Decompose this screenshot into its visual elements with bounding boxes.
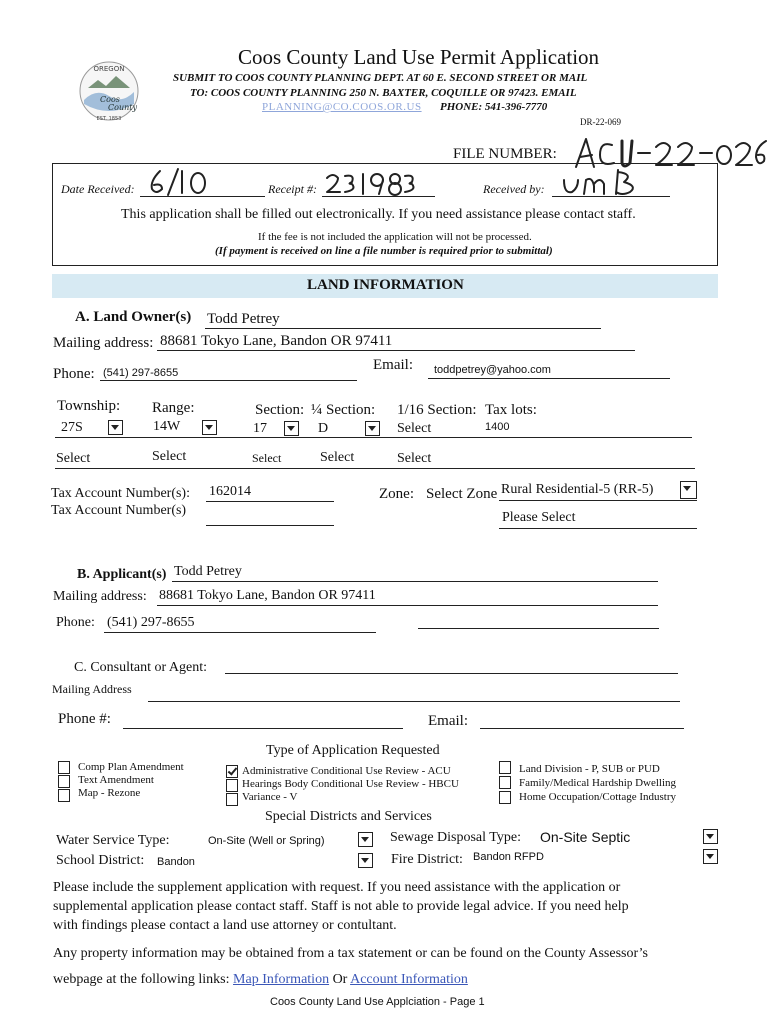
- sewage-dropdown[interactable]: [703, 829, 718, 844]
- comp-plan-checkbox[interactable]: [58, 761, 70, 774]
- links-prefix: webpage at the following links:: [53, 972, 230, 987]
- districts-heading: Special Districts and Services: [265, 809, 432, 824]
- variance-checkbox[interactable]: [226, 793, 238, 806]
- submit-line-1: SUBMIT TO COOS COUNTY PLANNING DEPT. AT 60 E. SECOND STREET OR MAIL: [173, 72, 588, 84]
- zone-select-2[interactable]: Please Select: [502, 510, 576, 525]
- owner-email-field[interactable]: toddpetrey@yahoo.com: [434, 364, 551, 376]
- form-code: DR-22-069: [580, 117, 621, 127]
- fire-district-value: Bandon RFPD: [473, 851, 544, 863]
- hardship-dwelling-checkbox[interactable]: [499, 776, 511, 789]
- consultant-phone-label: Phone #:: [58, 711, 111, 727]
- range-dropdown[interactable]: [202, 420, 217, 435]
- township-label: Township:: [57, 398, 121, 414]
- school-district-label: School District:: [56, 853, 145, 868]
- applicant-phone-field[interactable]: (541) 297-8655: [107, 615, 195, 630]
- consultant-field[interactable]: [225, 673, 678, 674]
- sixteenth-select-value[interactable]: Select: [397, 421, 432, 436]
- section-dropdown[interactable]: [284, 421, 299, 436]
- payment-note: (If payment is received on line a file number is required prior to submittal): [215, 245, 553, 257]
- zone-select-label: Select Zone: [426, 486, 498, 502]
- range-select-value: 14W: [153, 419, 181, 434]
- section-select-2[interactable]: Select: [252, 451, 282, 465]
- date-received-handwriting: [148, 167, 210, 197]
- section-select-value: 17: [253, 421, 267, 436]
- consultant-mailing-label: Mailing Address: [52, 682, 132, 696]
- applicant-phone-label: Phone:: [56, 615, 95, 630]
- quarter-select-2[interactable]: Select: [320, 450, 355, 465]
- land-owner-label: A. Land Owner(s): [75, 309, 192, 325]
- submit-line-2: TO: COOS COUNTY PLANNING 250 N. BAXTER, COQUILLE OR 97423. EMAIL: [190, 87, 577, 99]
- land-division-label: Land Division - P, SUB or PUD: [519, 763, 660, 775]
- owner-mailing-label: Mailing address:: [53, 335, 154, 351]
- quarter-select-value: D: [318, 421, 329, 436]
- acu-checkbox[interactable]: [226, 765, 238, 778]
- water-service-value: On-Site (Well or Spring): [208, 835, 325, 847]
- consultant-label: C. Consultant or Agent:: [74, 660, 207, 675]
- tax-account-field[interactable]: 162014: [209, 484, 251, 499]
- supplement-paragraph-line-2: supplemental application please contact staff. Staff is not able to provide legal advice. If you need help: [53, 899, 629, 914]
- hbcu-checkbox[interactable]: [226, 779, 238, 792]
- applicant-field[interactable]: Todd Petrey: [174, 564, 242, 579]
- owner-phone-label: Phone:: [53, 366, 95, 382]
- logo-top-text: OREGON: [93, 65, 125, 73]
- electronic-notice: This application shall be filled out electronically. If you need assistance please contact staff.: [121, 207, 636, 222]
- planning-phone: PHONE: 541-396-7770: [440, 101, 548, 113]
- supplement-paragraph-line-3: with findings please contact a land use attorney or contultant.: [53, 918, 397, 933]
- map-rezone-checkbox[interactable]: [58, 789, 70, 802]
- date-received-label: Date Received:: [61, 182, 135, 196]
- township-select-value: 27S: [61, 420, 83, 435]
- owner-mailing-field[interactable]: 88681 Tokyo Lane, Bandon OR 97411: [160, 333, 393, 349]
- applicant-email-line[interactable]: [418, 628, 659, 629]
- land-information-heading: LAND INFORMATION: [307, 277, 464, 293]
- hbcu-label: Hearings Body Conditional Use Review - HBCU: [242, 778, 459, 790]
- home-occupation-label: Home Occupation/Cottage Industry: [519, 791, 677, 803]
- tax-account-label: Tax Account Number(s):: [51, 486, 190, 501]
- sewage-value: On-Site Septic: [540, 829, 631, 845]
- water-service-dropdown[interactable]: [358, 832, 373, 847]
- consultant-mailing-field[interactable]: [148, 701, 680, 702]
- hardship-dwelling-label: Family/Medical Hardship Dwelling: [519, 777, 677, 789]
- consultant-email-field[interactable]: [480, 728, 684, 729]
- map-information-link[interactable]: Map Information: [233, 972, 330, 987]
- quarter-section-label: ¼ Section:: [311, 402, 376, 418]
- quarter-dropdown[interactable]: [365, 421, 380, 436]
- consultant-email-label: Email:: [428, 713, 468, 729]
- applicant-label: B. Applicant(s): [77, 567, 167, 582]
- sewage-label: Sewage Disposal Type:: [390, 830, 521, 845]
- file-number-label: FILE NUMBER:: [453, 146, 557, 162]
- school-district-dropdown[interactable]: [358, 853, 373, 868]
- assessor-paragraph-line-1: Any property information may be obtained from a tax statement or can be found on the County Assessor’s: [53, 946, 648, 961]
- section-label: Section:: [255, 402, 305, 418]
- zone-dropdown[interactable]: [680, 481, 697, 499]
- applicant-mailing-field[interactable]: 88681 Tokyo Lane, Bandon OR 97411: [159, 588, 376, 603]
- range-label: Range:: [152, 400, 195, 416]
- variance-label: Variance - V: [242, 791, 298, 803]
- page-title: Coos County Land Use Permit Application: [238, 45, 600, 69]
- comp-plan-label: Comp Plan Amendment: [78, 761, 184, 773]
- fire-district-dropdown[interactable]: [703, 849, 718, 864]
- tax-account-label-2: Tax Account Number(s): [51, 503, 187, 518]
- township-dropdown[interactable]: [108, 420, 123, 435]
- svg-text:Coos: Coos: [100, 95, 120, 104]
- owner-email-label: Email:: [373, 357, 413, 373]
- land-division-checkbox[interactable]: [499, 761, 511, 774]
- range-select-2[interactable]: Select: [152, 449, 187, 464]
- receipt-handwriting: [325, 170, 423, 198]
- text-amendment-label: Text Amendment: [78, 774, 154, 786]
- text-amendment-checkbox[interactable]: [58, 775, 70, 788]
- owner-phone-field[interactable]: (541) 297-8655: [103, 367, 179, 379]
- links-or: Or: [332, 972, 348, 987]
- applicant-mailing-label: Mailing address:: [53, 589, 147, 604]
- sixteenth-select-2[interactable]: Select: [397, 451, 432, 466]
- supplement-paragraph-line-1: Please include the supplement application with request. If you need assistance with the application or: [53, 880, 621, 895]
- school-district-value: Bandon: [157, 856, 195, 868]
- account-information-link[interactable]: Account Information: [350, 972, 468, 987]
- zone-label: Zone:: [379, 486, 414, 502]
- township-select-2[interactable]: Select: [56, 451, 91, 466]
- county-logo: [78, 58, 140, 124]
- assessor-links-line: [53, 972, 468, 988]
- map-rezone-label: Map - Rezone: [78, 787, 141, 799]
- fire-district-label: Fire District:: [391, 852, 463, 867]
- consultant-phone-field[interactable]: [123, 728, 403, 729]
- application-type-heading: Type of Application Requested: [266, 743, 440, 758]
- zone-select-value: Rural Residential-5 (RR-5): [501, 482, 654, 497]
- sixteenth-section-label: 1/16 Section:: [397, 402, 477, 418]
- received-by-handwriting: [560, 168, 644, 198]
- logo-bottom-text: EST. 1853: [96, 116, 122, 122]
- svg-text:County: County: [108, 103, 137, 112]
- received-by-label: Received by:: [483, 182, 545, 196]
- acu-label: Administrative Conditional Use Review - ACU: [242, 765, 451, 777]
- land-owner-field[interactable]: Todd Petrey: [207, 311, 280, 327]
- water-service-label: Water Service Type:: [56, 833, 170, 848]
- planning-email-link[interactable]: PLANNING@CO.COOS.OR.US: [262, 101, 422, 113]
- home-occupation-checkbox[interactable]: [499, 791, 511, 804]
- tax-lots-field[interactable]: 1400: [485, 421, 510, 433]
- tax-lots-label: Tax lots:: [485, 402, 537, 418]
- page-footer: Coos County Land Use Applciation - Page 1: [270, 996, 485, 1008]
- fee-note: If the fee is not included the application will not be processed.: [258, 231, 532, 243]
- receipt-label: Receipt #:: [268, 182, 317, 196]
